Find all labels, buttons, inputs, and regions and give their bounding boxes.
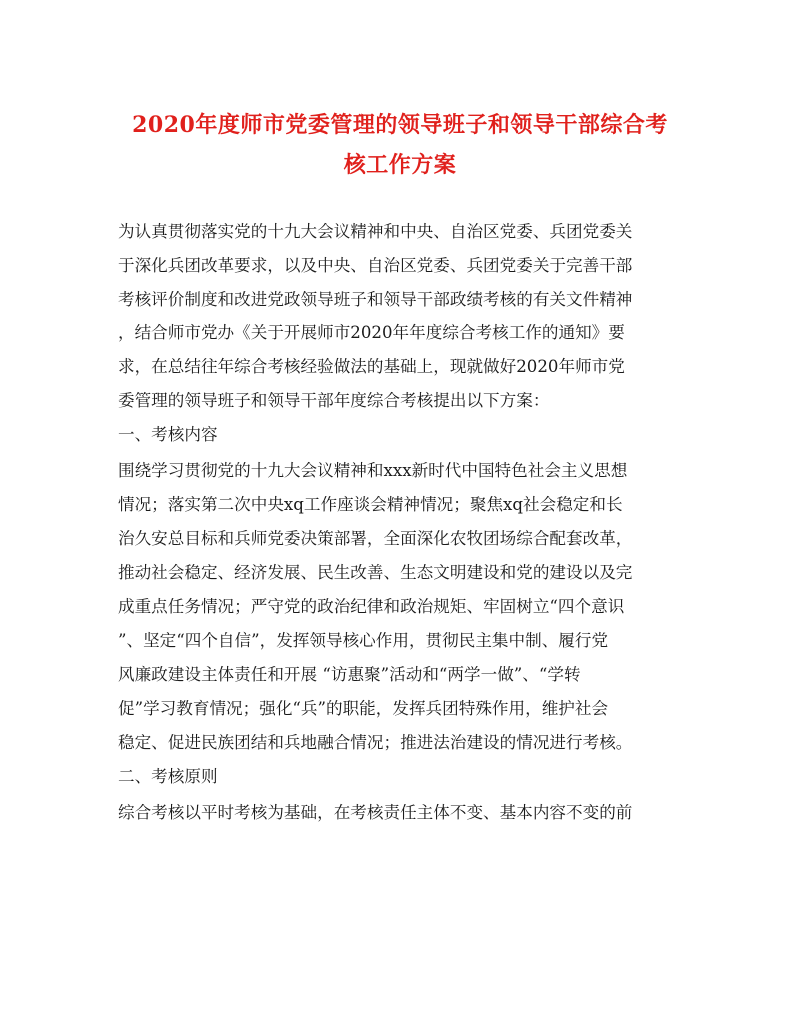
document-title-line-1: 2020年度师市党委管理的领导班子和领导干部综合考 (132, 112, 668, 138)
section-heading-principles: 二、考核原则 (118, 767, 218, 786)
body-line: 风廉政建设主体责任和开展 “访惠聚”活动和“两学一做”、“学转 (118, 665, 581, 684)
body-line: ”、坚定“四个自信”，发挥领导核心作用，贯彻民主集中制、履行党 (118, 631, 609, 650)
section-heading-content: 一、考核内容 (118, 425, 218, 444)
body-line: 委管理的领导班子和领导干部年度综合考核提出以下方案： (118, 391, 550, 410)
body-line: 推动社会稳定、经济发展、民生改善、生态文明建设和党的建设以及完 (118, 563, 633, 582)
body-line: 求，在总结往年综合考核经验做法的基础上，现就做好2020年师市党 (118, 357, 625, 376)
body-line: 综合考核以平时考核为基础，在考核责任主体不变、基本内容不变的前 (118, 803, 633, 822)
body-line: 情况；落实第二次中央xq工作座谈会精神情况；聚焦xq社会稳定和长 (118, 495, 623, 514)
body-line: 为认真贯彻落实党的十九大会议精神和中央、自治区党委、兵团党委关 (118, 222, 633, 241)
body-line: 促”学习教育情况；强化“兵”的职能，发挥兵团特殊作用，维护社会 (118, 699, 609, 718)
body-line: 稳定、促进民族团结和兵地融合情况；推进法治建设的情况进行考核。 (118, 733, 633, 752)
body-line: 成重点任务情况；严守党的政治纪律和政治规矩、牢固树立“四个意识 (118, 597, 625, 616)
body-line: 围绕学习贯彻党的十九大会议精神和xxx新时代中国特色社会主义思想 (118, 461, 628, 480)
body-line: 考核评价制度和改进党政领导班子和领导干部政绩考核的有关文件精神 (118, 290, 633, 309)
document-title-line-2: 核工作方案 (343, 152, 457, 178)
body-line: ，结合师市党办《关于开展师市2020年年度综合考核工作的通知》要 (118, 323, 625, 342)
body-line: 于深化兵团改革要求，以及中央、自治区党委、兵团党委关于完善干部 (118, 256, 633, 275)
body-line: 治久安总目标和兵师党委决策部署，全面深化农牧团场综合配套改革， (118, 529, 633, 548)
